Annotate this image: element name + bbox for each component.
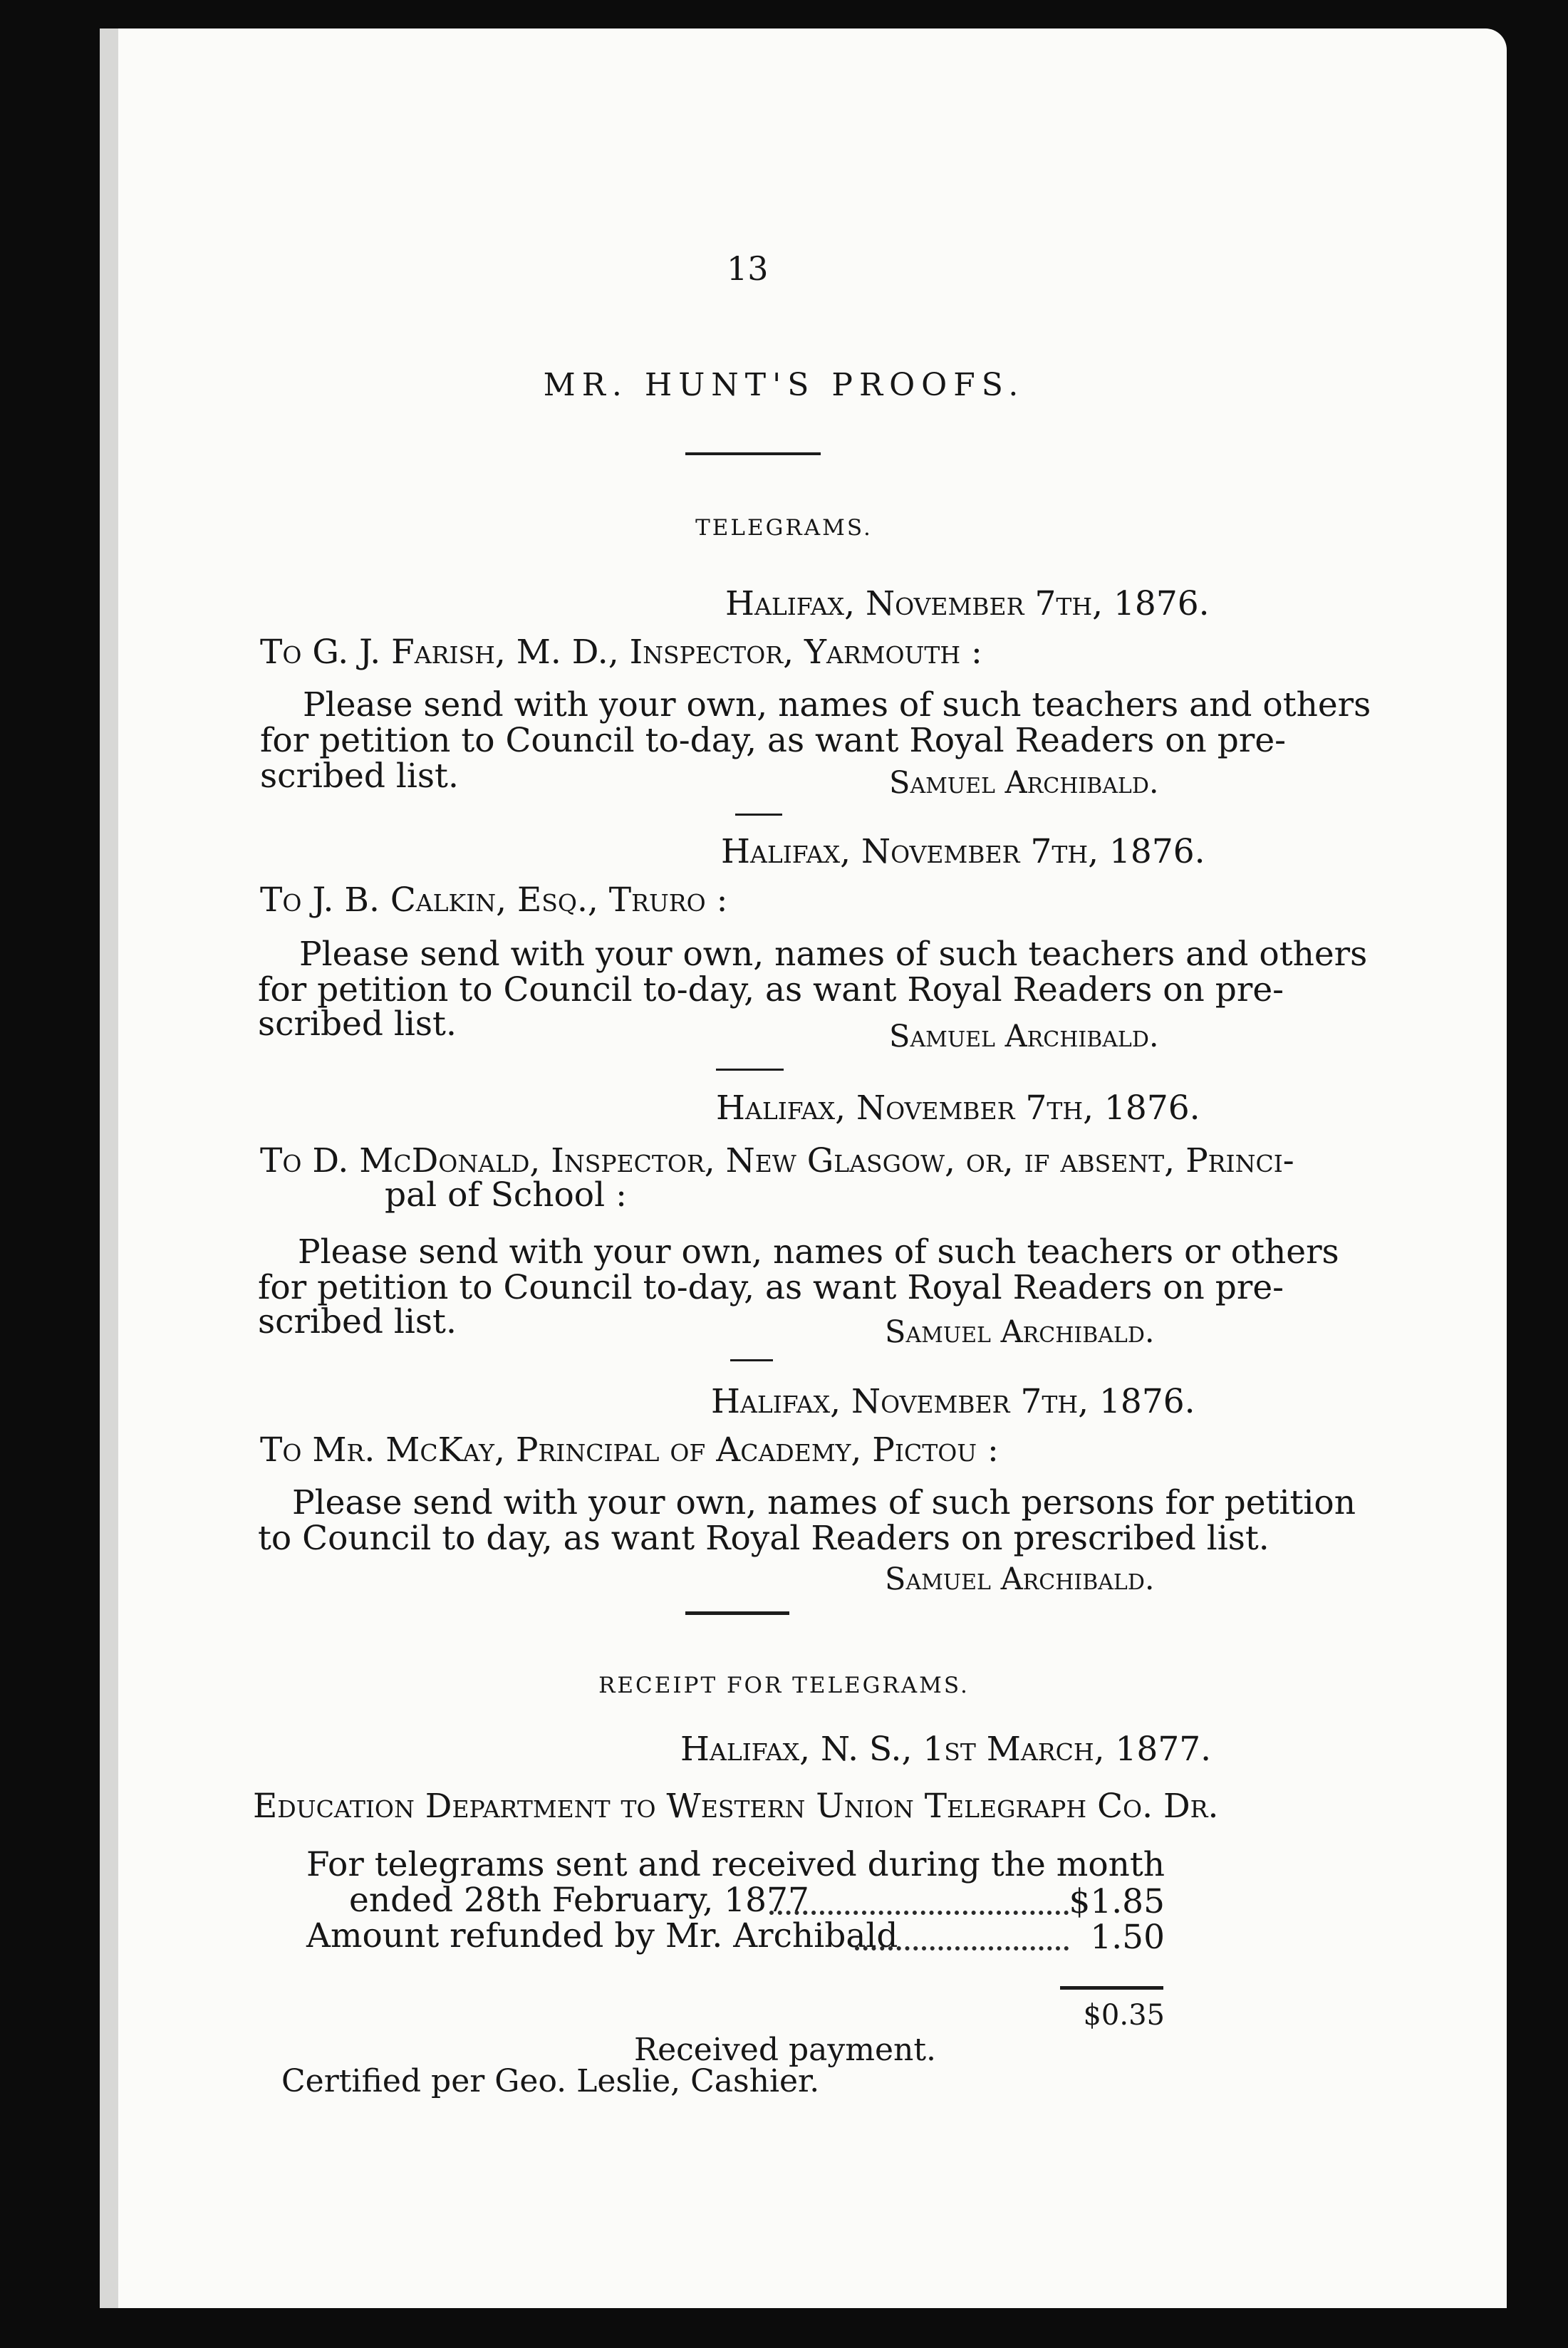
telegram-3-to-line-1: To D. McDonald, Inspector, New Glasgow, or, if absent, Princi-: [260, 1141, 1294, 1180]
separator-rule: [716, 1069, 784, 1071]
separator-rule: [730, 1359, 773, 1361]
telegram-3-body-line: for petition to Council to-day, as want Royal Readers on pre-: [258, 1268, 1284, 1307]
telegram-3-signature: Samuel Archibald.: [885, 1314, 1155, 1350]
telegram-3-to-line-2: pal of School :: [385, 1175, 627, 1215]
telegram-1-body-line: Please send with your own, names of such teachers and others: [303, 685, 1371, 724]
receipt-total: $0.35: [1083, 1999, 1165, 2032]
telegram-3-body-line: Please send with your own, names of such teachers or others: [298, 1232, 1339, 1272]
leader-dots: [769, 1911, 1069, 1915]
receipt-date: Halifax, N. S., 1st March, 1877.: [680, 1730, 1212, 1769]
telegram-2-date: Halifax, November 7th, 1876.: [721, 832, 1205, 871]
telegram-1-date: Halifax, November 7th, 1876.: [725, 584, 1210, 623]
receipt-line-2-amount: 1.50: [1090, 1918, 1165, 1957]
title-rule: [685, 452, 821, 455]
page-title: MR. HUNT'S PROOFS.: [543, 367, 1025, 403]
received-payment: Received payment.: [634, 2032, 936, 2068]
telegram-1-signature: Samuel Archibald.: [889, 765, 1159, 801]
telegram-2-body-line: scribed list.: [258, 1004, 457, 1044]
telegram-2-signature: Samuel Archibald.: [889, 1019, 1159, 1054]
telegram-1-body-line: scribed list.: [260, 757, 459, 796]
total-rule: [1060, 1986, 1163, 1990]
telegram-3-body-line: scribed list.: [258, 1302, 457, 1341]
receipt-heading: RECEIPT FOR TELEGRAMS.: [598, 1673, 970, 1698]
receipt-line-2: Amount refunded by Mr. Archibald: [306, 1916, 898, 1955]
telegram-4-signature: Samuel Archibald.: [885, 1562, 1155, 1597]
receipt-line-1a: For telegrams sent and received during the month: [306, 1845, 1165, 1884]
telegrams-heading: TELEGRAMS.: [695, 515, 873, 541]
receipt-line-1b: ended 28th February, 1877: [349, 1881, 809, 1920]
telegram-3-date: Halifax, November 7th, 1876.: [716, 1089, 1200, 1128]
telegram-4-to: To Mr. McKay, Principal of Academy, Pictou :: [260, 1430, 999, 1470]
leader-dots: [855, 1946, 1069, 1950]
separator-rule: [735, 814, 782, 816]
page-number: 13: [727, 249, 769, 288]
telegram-1-to: To G. J. Farish, M. D., Inspector, Yarmouth :: [260, 633, 982, 672]
telegram-4-body-line: to Council to day, as want Royal Readers on prescribed list.: [258, 1519, 1270, 1558]
telegram-2-body-line: Please send with your own, names of such teachers and others: [299, 935, 1368, 974]
receipt-line-1-amount: $1.85: [1069, 1882, 1165, 1921]
telegram-4-body-line: Please send with your own, names of such persons for petition: [292, 1483, 1356, 1522]
telegram-2-body-line: for petition to Council to-day, as want Royal Readers on pre-: [258, 970, 1284, 1009]
separator-rule: [685, 1611, 789, 1615]
telegram-4-date: Halifax, November 7th, 1876.: [711, 1382, 1195, 1421]
telegram-1-body-line: for petition to Council to-day, as want Royal Readers on pre-: [260, 721, 1287, 760]
receipt-parties: Education Department to Western Union Telegraph Co. Dr.: [253, 1787, 1219, 1826]
certified-line: Certified per Geo. Leslie, Cashier.: [281, 2063, 820, 2099]
telegram-2-to: To J. B. Calkin, Esq., Truro :: [260, 880, 728, 920]
